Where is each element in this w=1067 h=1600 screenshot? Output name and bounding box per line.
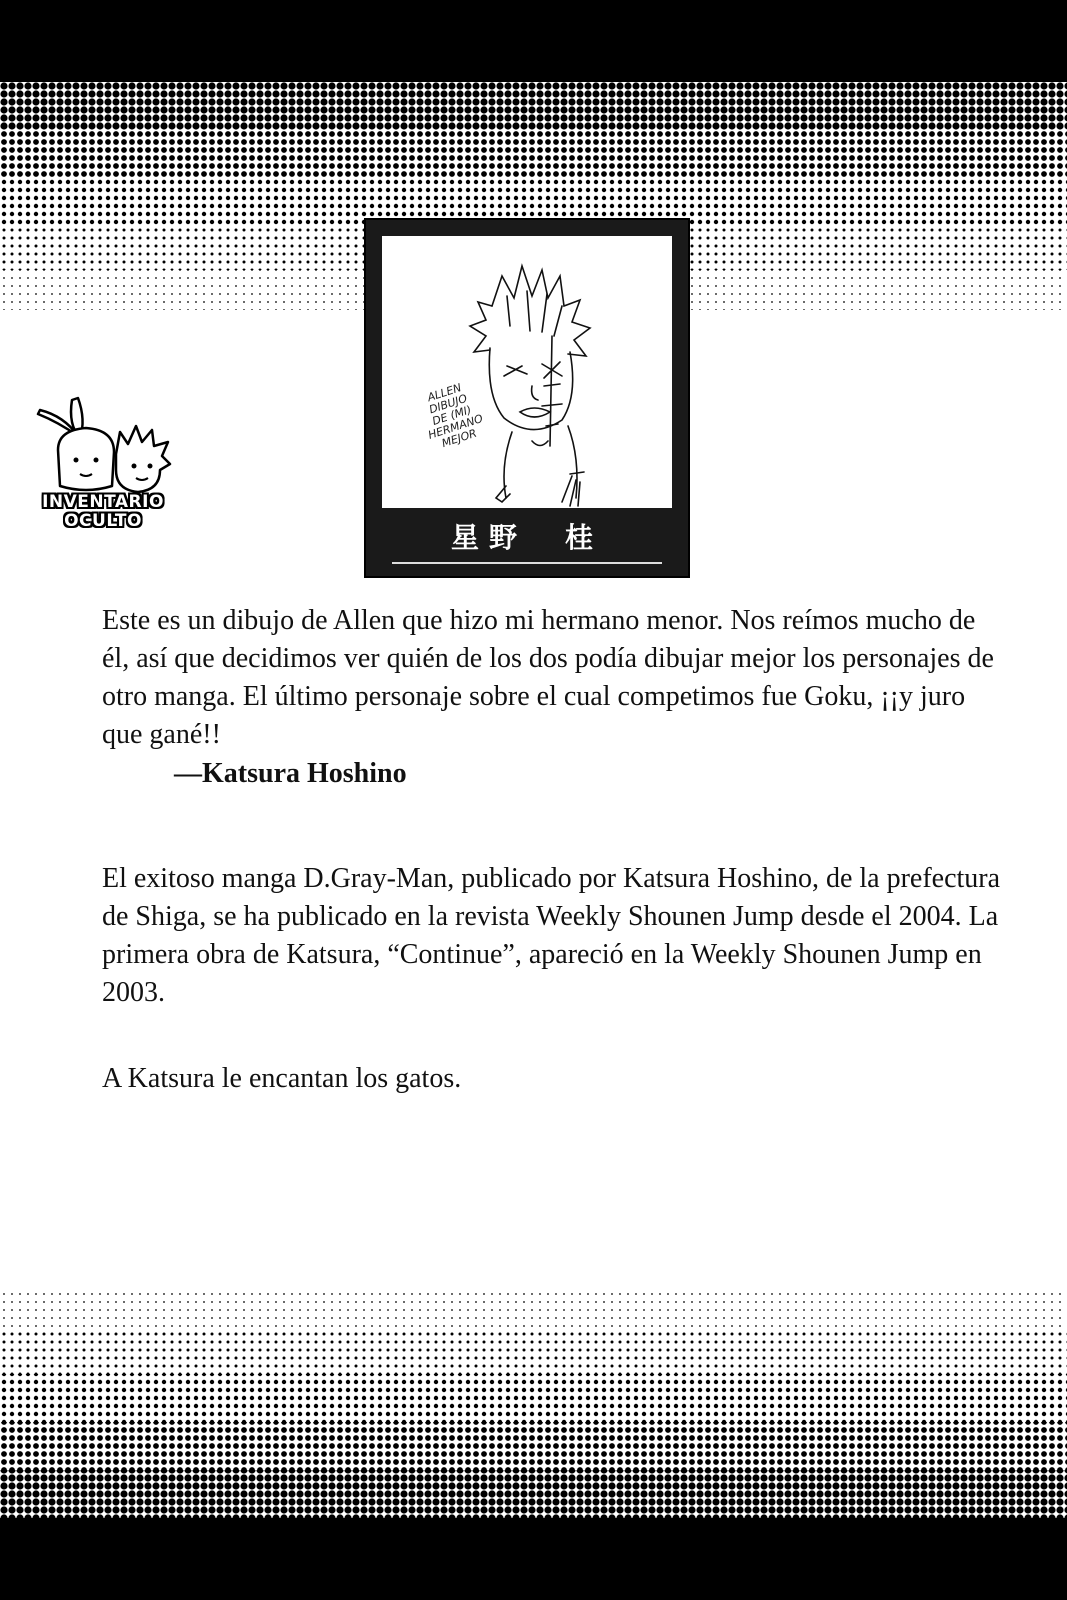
author-portrait-frame (364, 218, 690, 578)
logo-mascots-icon (28, 390, 178, 495)
author-bio-footnote (102, 1060, 1002, 1098)
author-sketch (382, 236, 672, 508)
name-plate-divider (392, 562, 662, 564)
bottom-halftone-dots (0, 1290, 1067, 1518)
author-comment (102, 602, 1002, 754)
author-name-kanji: 星野 桂 (450, 521, 603, 554)
allen-sketch-drawing (382, 236, 672, 508)
author-bio (102, 860, 1002, 1012)
bottom-halftone-band (0, 1290, 1067, 1600)
logo-text-line1: INVENTARIO (42, 492, 164, 512)
author-comment-text: Este es un dibujo de Allen que hizo mi hermano menor. Nos reímos mucho de él, así que decidimos ver quién de los dos podía dibujar mejor los personajes de otro manga. El último personaje sobre el cual competimos fue Goku, ¡¡y juro que gané!! (102, 605, 994, 750)
bio-paragraph-2: A Katsura le encantan los gatos. (102, 1063, 462, 1094)
logo-text-line2: OCULTO (64, 511, 142, 531)
scanlation-group-logo (28, 390, 178, 540)
bio-paragraph-1: El exitoso manga D.Gray-Man, publicado por Katsura Hoshino, de la prefectura de Shiga, se ha publicado en la revista Weekly Shounen Jump desde el 2004. La primera obra de Katsura, “Continue”, apareció en la Weekly Shounen Jump en 2003. (102, 863, 1001, 1008)
sketch-caption: ALLEN DIBUJO DE (MI) HERMANO MEJOR (425, 381, 485, 451)
author-signature: —Katsura Hoshino (174, 758, 407, 789)
